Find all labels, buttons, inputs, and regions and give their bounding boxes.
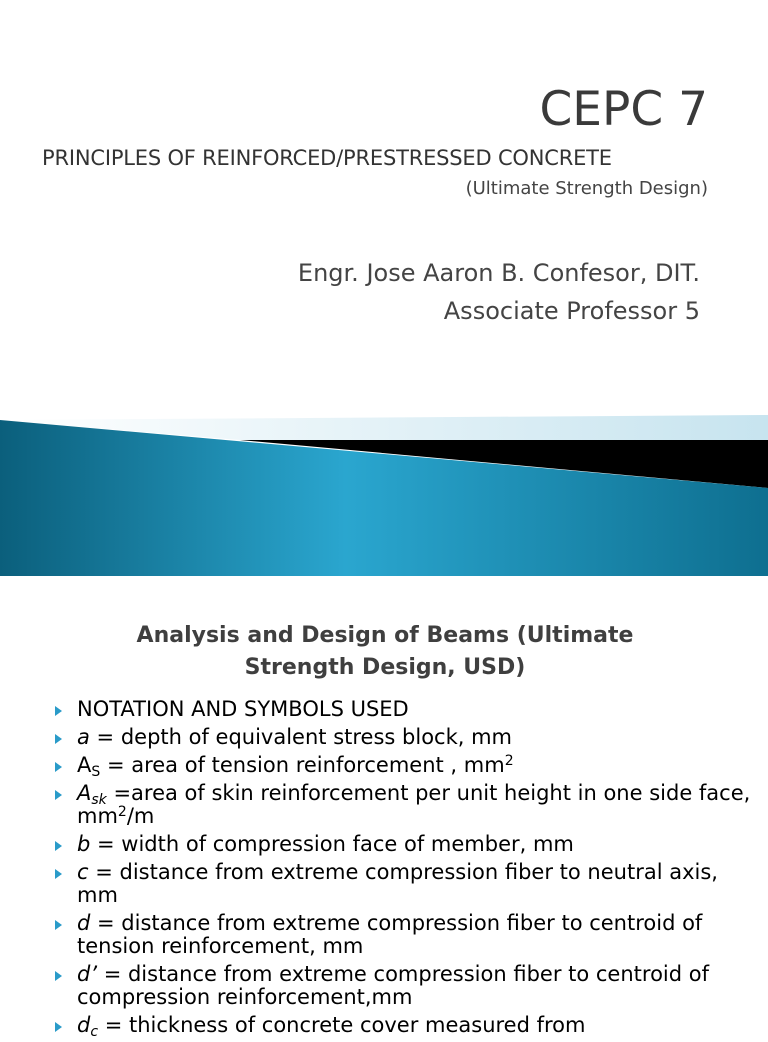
slide-subtitle: PRINCIPLES OF REINFORCED/PRESTRESSED CONCRETE bbox=[42, 146, 612, 170]
item-subscript: S bbox=[91, 764, 101, 780]
item-symbol: A bbox=[77, 781, 92, 805]
list-item bbox=[55, 963, 755, 1009]
item-text: = width of compression face of member, mm bbox=[90, 832, 574, 856]
item-symbol: d’ bbox=[77, 962, 98, 986]
arrow-bullet-icon bbox=[55, 869, 62, 879]
author-name: Engr. Jose Aaron B. Confesor, DIT. bbox=[297, 259, 700, 287]
item-text: = depth of equivalent stress block, mm bbox=[89, 725, 513, 749]
arrow-bullet-icon bbox=[55, 920, 62, 930]
author-block bbox=[298, 254, 700, 330]
arrow-bullet-icon bbox=[55, 1022, 62, 1032]
slide-title: CEPC 7 bbox=[539, 82, 708, 137]
author-position: Associate Professor 5 bbox=[443, 297, 700, 325]
content-title-line-1: Analysis and Design of Beams (Ultimate bbox=[136, 623, 634, 648]
item-text: = distance from extreme compression fiber to centroid of tension reinforcement, mm bbox=[77, 911, 703, 958]
list-item bbox=[55, 726, 755, 749]
item-symbol: b bbox=[77, 832, 91, 856]
arrow-bullet-icon bbox=[55, 706, 62, 716]
list-item bbox=[55, 698, 755, 721]
item-text: = distance from extreme compression fiber to neutral axis, mm bbox=[77, 860, 718, 907]
item-superscript: 2 bbox=[117, 804, 127, 820]
item-symbol: d bbox=[77, 911, 91, 935]
content-slide-title bbox=[60, 620, 710, 684]
item-text-tail: /m bbox=[126, 804, 155, 828]
item-text: = area of tension reinforcement , mm bbox=[100, 753, 505, 777]
list-item bbox=[55, 833, 755, 856]
item-subscript: sk bbox=[91, 792, 107, 808]
arrow-bullet-icon bbox=[55, 971, 62, 981]
arrow-bullet-icon bbox=[55, 841, 62, 851]
item-subscript: c bbox=[90, 1024, 99, 1040]
item-symbol: A bbox=[77, 753, 92, 777]
item-text: NOTATION AND SYMBOLS USED bbox=[77, 697, 409, 721]
item-text: = thickness of concrete cover measured from bbox=[98, 1013, 586, 1037]
list-item bbox=[55, 912, 755, 958]
notation-list bbox=[55, 698, 755, 1042]
content-title-line-2: Strength Design, USD) bbox=[244, 655, 526, 680]
content-slide bbox=[0, 576, 768, 1040]
arrow-bullet-icon bbox=[55, 762, 62, 772]
list-item bbox=[55, 861, 755, 907]
item-superscript: 2 bbox=[504, 753, 514, 769]
list-item bbox=[55, 782, 755, 828]
item-text: =area of skin reinforcement per unit height in one side face, mm bbox=[77, 781, 751, 828]
slide-subtitle-secondary: (Ultimate Strength Design) bbox=[465, 178, 708, 199]
item-text: = distance from extreme compression fiber to centroid of compression reinforcement,mm bbox=[77, 962, 709, 1009]
arrow-bullet-icon bbox=[55, 734, 62, 744]
list-item bbox=[55, 753, 755, 780]
list-item bbox=[55, 1013, 755, 1040]
item-symbol: a bbox=[77, 725, 90, 749]
arrow-bullet-icon bbox=[55, 790, 62, 800]
item-symbol: c bbox=[77, 860, 89, 884]
item-symbol: d bbox=[77, 1013, 91, 1037]
decorative-banner bbox=[0, 410, 768, 576]
